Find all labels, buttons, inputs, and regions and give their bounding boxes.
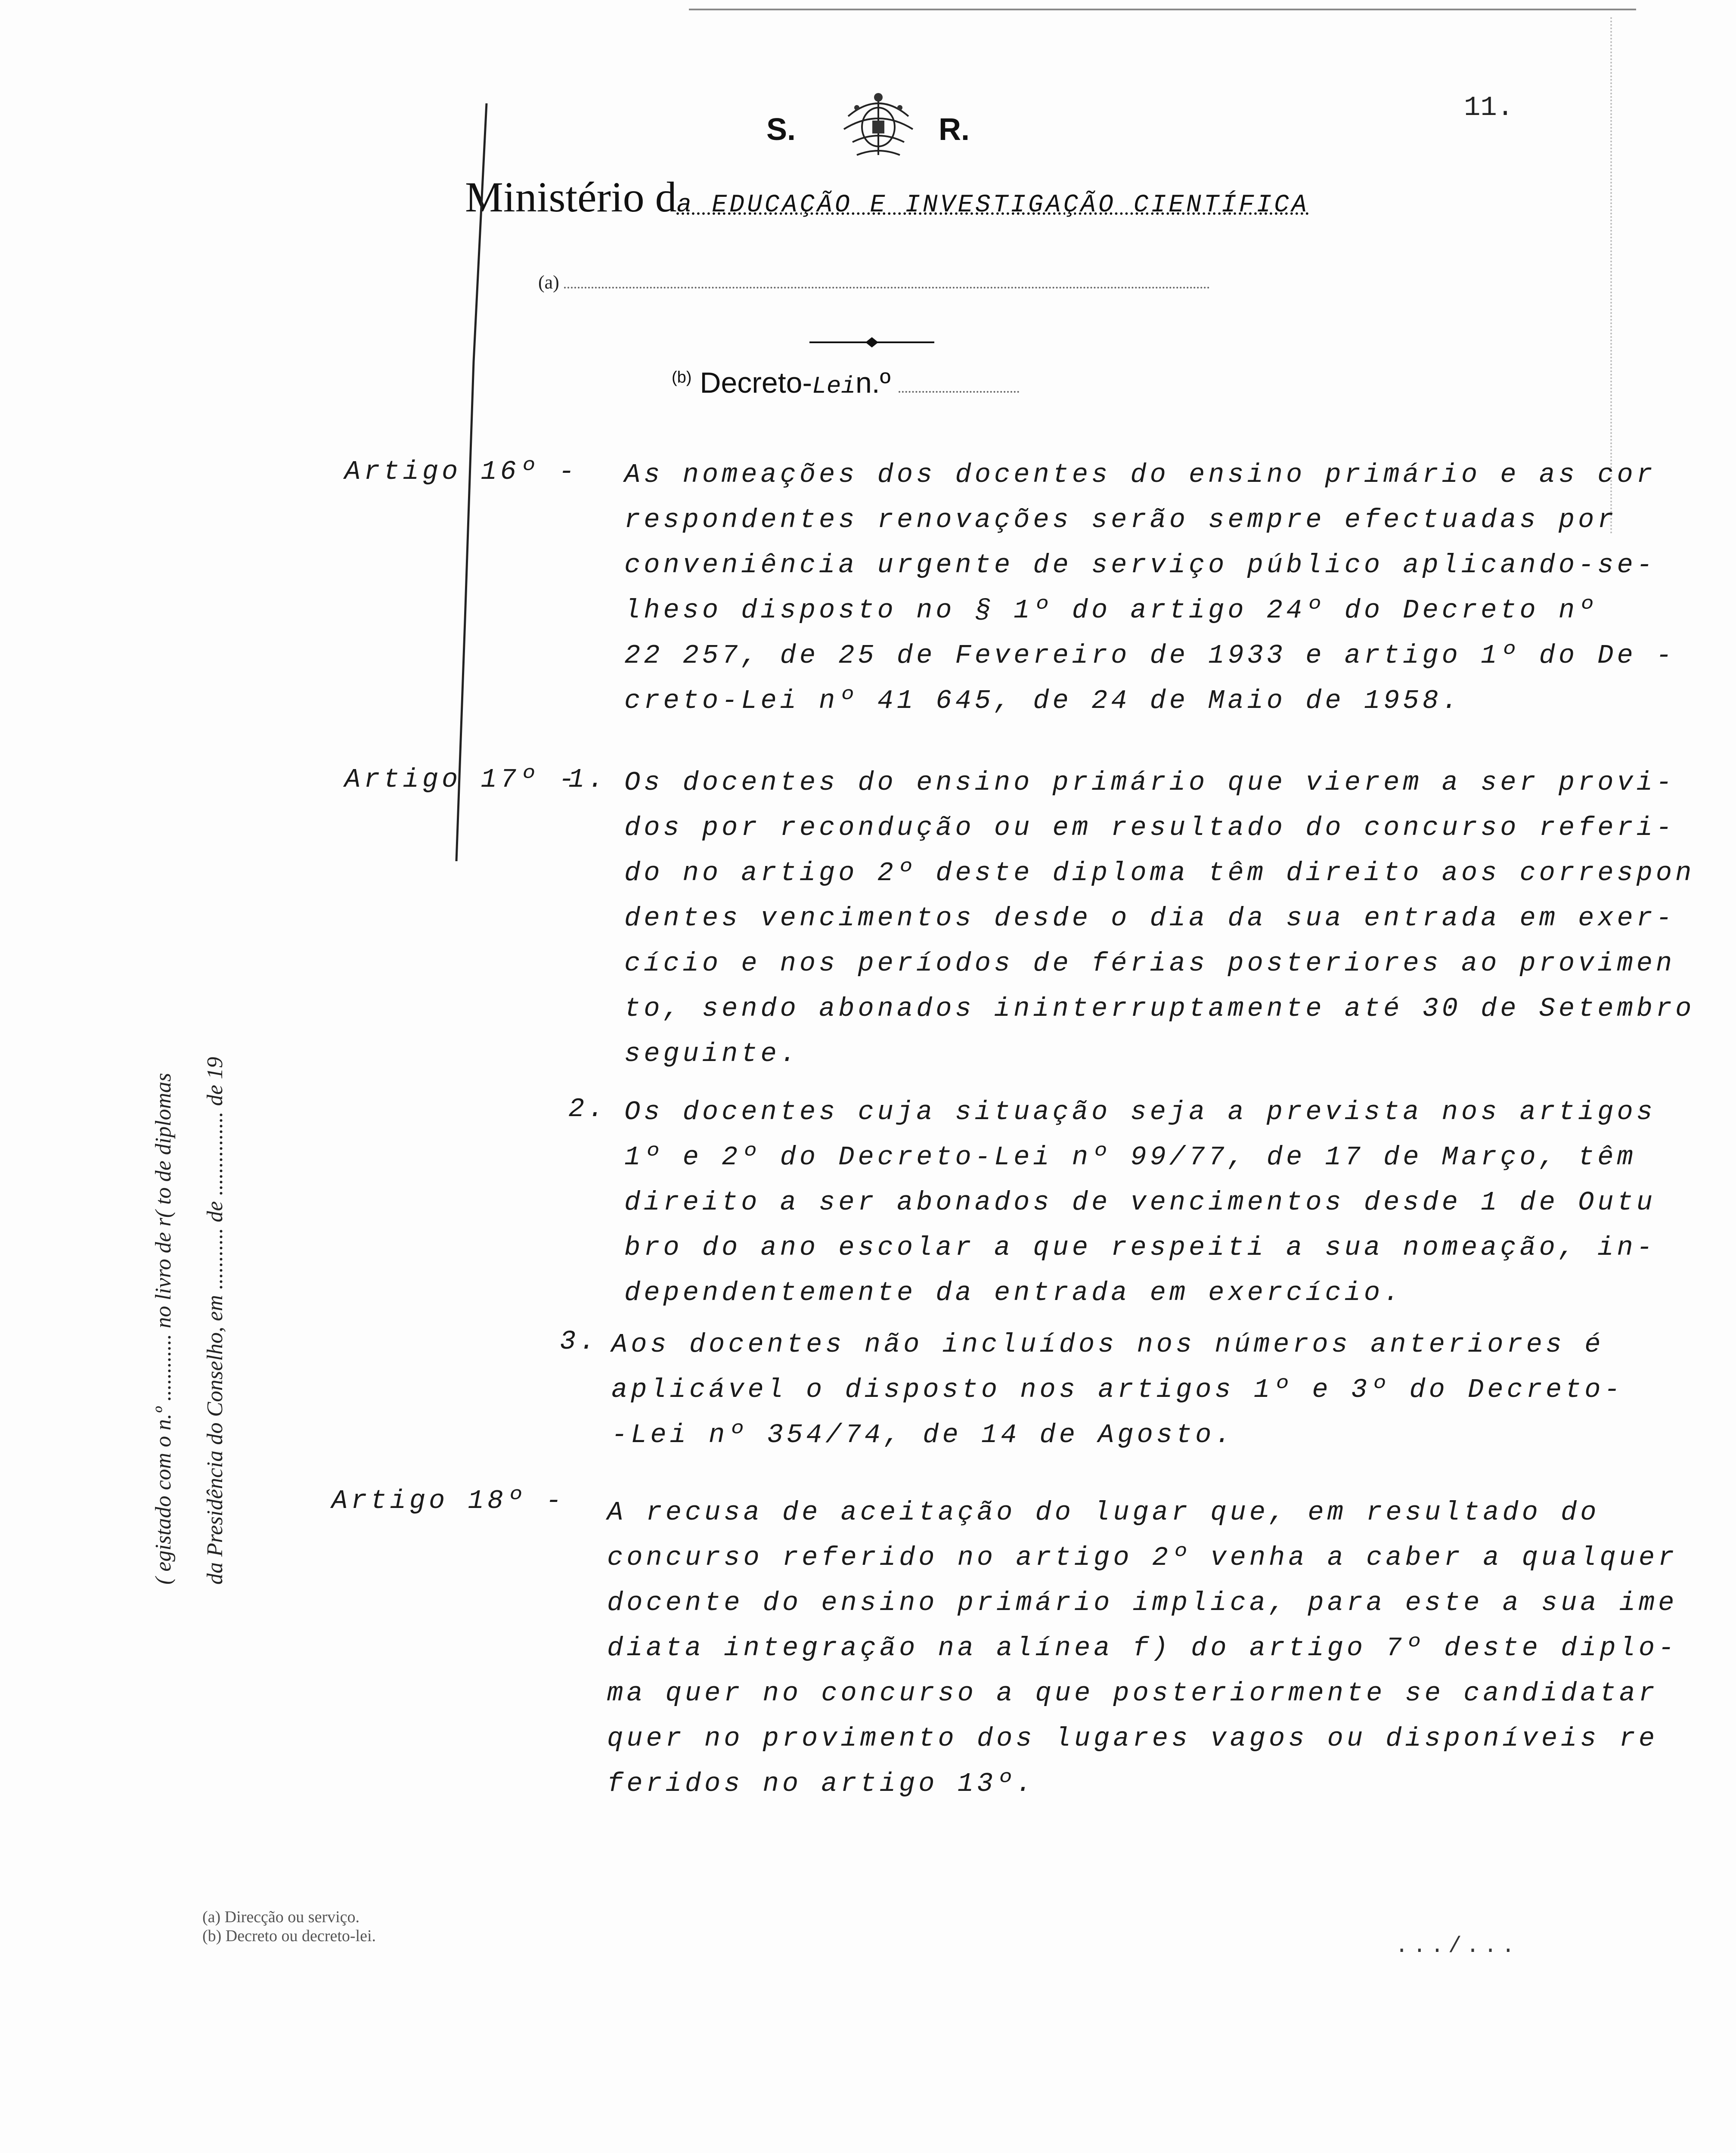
coat-of-arms-icon	[831, 90, 926, 164]
article-line: quer no provimento dos lugares vagos ou disponíveis re	[607, 1723, 1658, 1754]
ministry-prefix: Ministério d	[465, 173, 677, 221]
footnote-b: (b) Decreto ou decreto-lei.	[202, 1927, 376, 1945]
article-line: to, sendo abonados ininterruptamente até 30 de Setembro	[624, 993, 1695, 1024]
article-line: dentes vencimentos desde o dia da sua entrada em exer-	[624, 903, 1676, 934]
decreto-line	[672, 366, 1019, 400]
article-line: aplicável o disposto nos artigos 1º e 3º do Decreto-	[611, 1374, 1624, 1405]
divider-ornament	[809, 334, 934, 351]
article-label: Artigo 17º -	[344, 764, 578, 795]
decreto-label: Decreto-	[700, 366, 812, 399]
article-line: 1º e 2º do Decreto-Lei nº 99/77, de 17 de Março, têm	[624, 1142, 1637, 1173]
article-line: seguinte.	[624, 1039, 800, 1069]
footnote-a: (a) Direcção ou serviço.	[202, 1908, 360, 1926]
field-a-dotted-line	[564, 282, 1210, 289]
article-body	[624, 452, 1675, 723]
article-line: Aos docentes não incluídos nos números anteriores é	[611, 1329, 1604, 1360]
article-number: 2.	[568, 1094, 608, 1124]
continuation-mark: .../...	[1395, 1933, 1519, 1959]
field-a	[538, 271, 1210, 293]
decreto-suffix: n.º	[855, 366, 891, 399]
article-line: Os docentes do ensino primário que vierem a ser provi-	[624, 767, 1676, 798]
article-line: dos por recondução ou em resultado do concurso referi-	[624, 813, 1676, 843]
article-line: -Lei nº 354/74, de 14 de Agosto.	[611, 1420, 1234, 1450]
field-a-label: (a)	[538, 272, 559, 293]
article-line: As nomeações dos docentes do ensino primário e as cor	[624, 459, 1656, 490]
top-rule	[689, 9, 1636, 10]
article-line: dependentemente da entrada em exercício.	[624, 1278, 1403, 1308]
article-body	[624, 760, 1695, 1076]
article-line: feridos no artigo 13º.	[607, 1768, 1035, 1799]
article-body	[611, 1322, 1624, 1458]
sr-r-letter: R.	[939, 112, 970, 147]
decreto-handwritten: Lei	[812, 372, 856, 400]
article-line: docente do ensino primário implica, para este a sua ime	[607, 1588, 1678, 1618]
article-line: bro do ano escolar a que respeiti a sua nomeação, in-	[624, 1232, 1656, 1263]
article-line: direito a ser abonados de vencimentos desde 1 de Outu	[624, 1187, 1656, 1218]
article-line: respondentes renovações serão sempre efectuadas por	[624, 505, 1617, 535]
letterhead	[689, 82, 1076, 177]
decreto-dotted-line	[899, 387, 1019, 393]
article-body	[624, 1089, 1656, 1315]
ministry-name: a EDUCAÇÃO E INVESTIGAÇÃO CIENTÍFICA	[676, 191, 1309, 219]
decreto-marker: (b)	[672, 368, 692, 387]
article-line: ma quer no concurso a que posteriormente se candidatar	[607, 1678, 1658, 1709]
article-line: concurso referido no artigo 2º venha a caber a qualquer	[607, 1542, 1678, 1573]
margin-note-line-1: ( egistado com o n.º ............ no livro de r( to de diplomas	[151, 1073, 176, 1585]
article-line: creto-Lei nº 41 645, de 24 de Maio de 1958.	[624, 686, 1461, 716]
footnotes	[202, 1908, 376, 1945]
article-body	[607, 1490, 1677, 1806]
article-line: Os docentes cuja situação seja a prevista nos artigos	[624, 1097, 1656, 1127]
article-label: Artigo 16º -	[344, 456, 578, 487]
article-line: conveniência urgente de serviço público aplicando-se-	[624, 550, 1656, 580]
article-line: A recusa de aceitação do lugar que, em resultado do	[607, 1497, 1600, 1528]
margin-note-line-2: da Presidência do Conselho, em ........... de ............... de 19	[203, 1057, 227, 1585]
article-line: 22 257, de 25 de Fevereiro de 1933 e artigo 1º do De -	[624, 640, 1676, 671]
article-label: Artigo 18º -	[332, 1486, 565, 1516]
sr-s-letter: S.	[766, 112, 796, 147]
article-line: cício e nos períodos de férias posteriores ao provimen	[624, 948, 1676, 979]
registration-margin-note	[138, 499, 241, 1585]
article-number: 3.	[560, 1326, 599, 1357]
article-line: lheso disposto no § 1º do artigo 24º do Decreto nº	[624, 595, 1598, 626]
article-line: diata integração na alínea f) do artigo 7º deste diplo-	[607, 1633, 1678, 1663]
page-number: 11.	[1464, 93, 1514, 124]
article-line: do no artigo 2º deste diploma têm direito aos correspon	[624, 858, 1695, 888]
article-number: 1.	[568, 764, 608, 795]
ministry-heading	[465, 172, 1309, 222]
